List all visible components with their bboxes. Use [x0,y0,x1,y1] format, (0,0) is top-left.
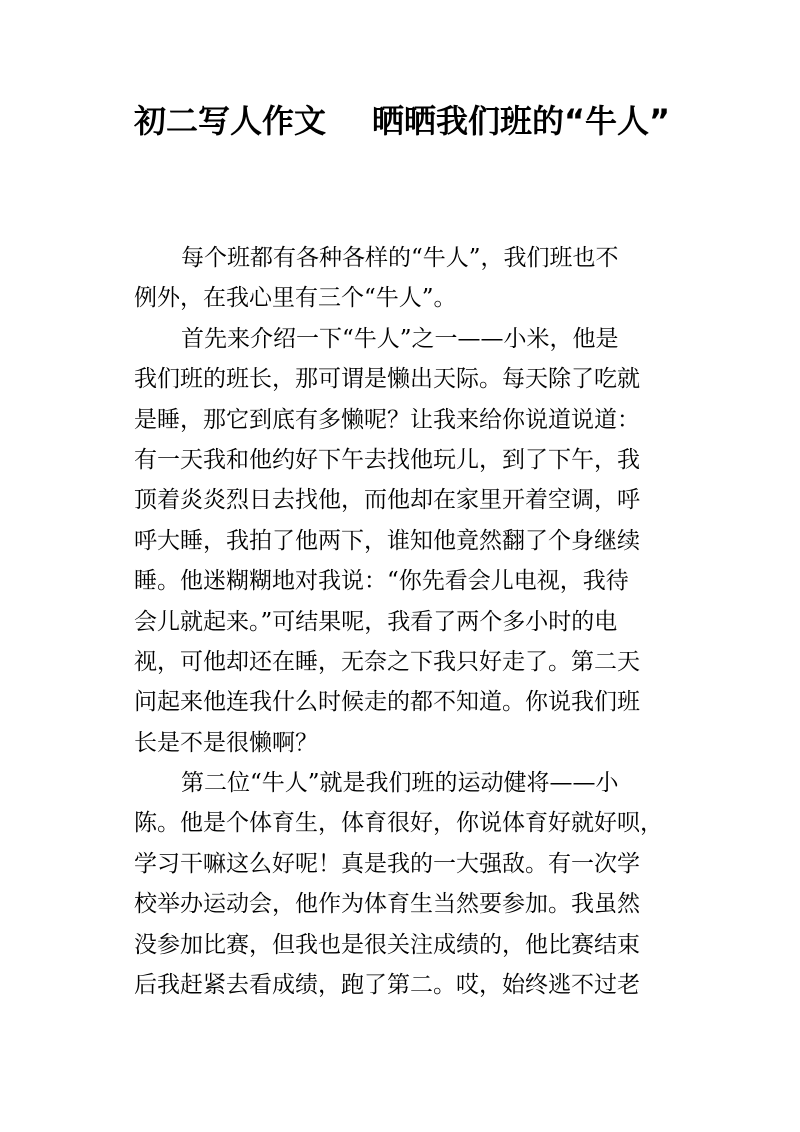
essay-body [134,238,668,1005]
essay-line: 后我赶紧去看成绩，跑了第二。哎，始终逃不过老 [134,972,640,999]
essay-line: 视，可他却还在睡，无奈之下我只好走了。第二天 [134,648,640,675]
essay-line: 呼大睡，我拍了他两下，谁知他竟然翻了个身继续 [134,527,640,554]
essay-line: 每个班都有各种各样的“牛人”，我们班也不 [181,245,619,271]
essay-line: 会儿就起来。”可结果呢，我看了两个多小时的电 [134,608,618,635]
essay-line: 校举办运动会，他作为体育生当然要参加。我虽然 [134,891,640,918]
essay-line: 问起来他连我什么时候走的都不知道。你说我们班 [134,689,640,716]
essay-line: 是睡，那它到底有多懒呢？让我来给你说道说道： [134,406,640,433]
essay-line: 有一天我和他约好下午去找他玩儿，到了下午，我 [134,446,640,473]
essay-line: 长是不是很懒啊？ [134,729,318,756]
title-subtitle: 晒晒我们班的“牛人” [372,102,671,140]
essay-line: 第二位“牛人”就是我们班的运动健将——小 [181,770,619,797]
title-main: 初二写人作文 [134,102,327,140]
essay-line: 睡。他迷糊糊地对我说：“你先看会儿电视，我待 [134,568,629,595]
essay-line: 首先来介绍一下“牛人”之一——小米，他是 [181,325,619,352]
essay-line: 陈。他是个体育生，体育很好，你说体育好就好呗， [134,810,663,837]
page-title [134,98,670,144]
essay-line: 例外，在我心里有三个“牛人”。 [134,285,457,312]
essay-line: 我们班的班长，那可谓是懒出天际。每天除了吃就 [134,366,640,393]
essay-line: 顶着炎炎烈日去找他，而他却在家里开着空调，呼 [134,487,640,514]
essay-line: 学习干嘛这么好呢！真是我的一大强敌。有一次学 [134,850,640,877]
essay-line: 没参加比赛，但我也是很关注成绩的，他比赛结束 [134,931,640,958]
